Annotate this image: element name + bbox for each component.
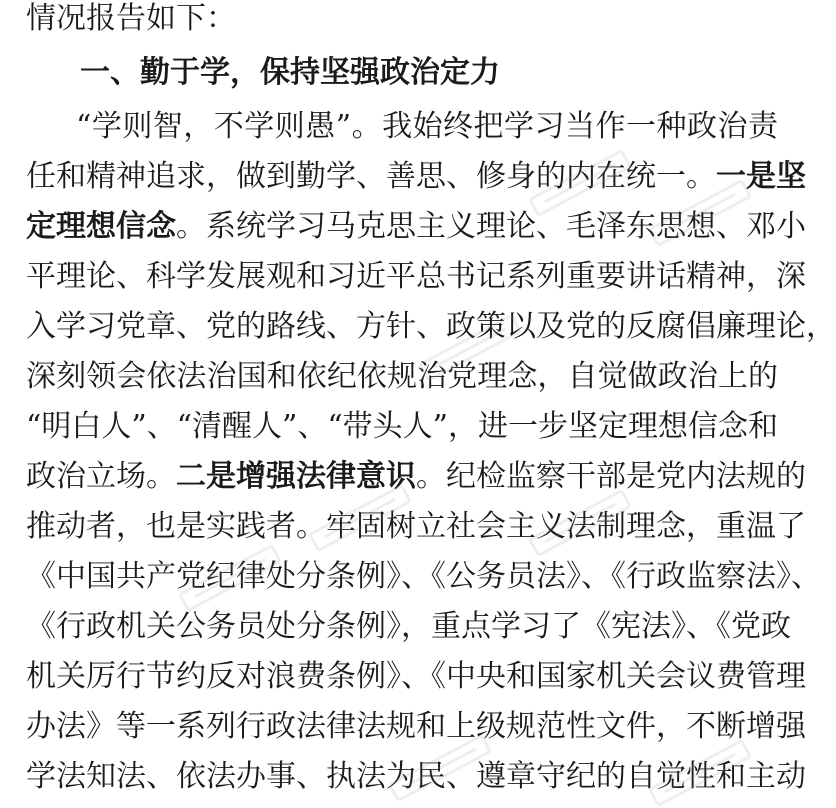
body-text: 《行政机关公务员处分条例》，重点学习了《宪法》、《党政 bbox=[26, 609, 791, 644]
body-text: 学法知法、依法办事、执法为民、遵章守纪的自觉性和主动 bbox=[26, 759, 806, 794]
paragraph-line bbox=[26, 352, 778, 402]
body-text: 任和精神追求，做到勤学、善思、修身的内在统一。 bbox=[26, 159, 716, 194]
paragraph-line bbox=[26, 702, 806, 752]
body-text: 平理论、科学发展观和习近平总书记系列重要讲话精神，深 bbox=[26, 259, 806, 294]
body-text: 深刻领会依法治国和依纪依规治党理念，自觉做政治上的 bbox=[26, 359, 778, 394]
body-text: 。系统学习马克思主义理论、毛泽东思想、邓小 bbox=[176, 209, 806, 244]
body-text: 政治立场。 bbox=[26, 459, 176, 494]
paragraph-line bbox=[26, 652, 806, 702]
bold-keyword: 定理想信念 bbox=[26, 209, 176, 244]
paragraph-line bbox=[26, 102, 778, 152]
paragraph-line bbox=[26, 202, 806, 252]
paragraph-line bbox=[26, 152, 806, 202]
paragraph-line bbox=[26, 252, 806, 302]
body-text: 入学习党章、党的路线、方针、政策以及党的反腐倡廉理论， bbox=[26, 309, 836, 344]
body-text: “学则智，不学则愚”。我始终把学习当作一种政治责 bbox=[76, 109, 778, 144]
section-heading: 一、勤于学，保持坚强政治定力 bbox=[80, 55, 500, 90]
paragraph-line bbox=[26, 752, 806, 802]
paragraph-line bbox=[26, 302, 836, 352]
body-text: 。纪检监察干部是党内法规的 bbox=[416, 459, 806, 494]
paragraph-line bbox=[26, 502, 806, 552]
paragraph-line bbox=[26, 552, 821, 602]
bold-keyword: 一是坚 bbox=[716, 159, 806, 194]
body-text: 《中国共产党纪律处分条例》、《公务员法》、《行政监察法》、 bbox=[26, 559, 821, 594]
body-text: 推动者，也是实践者。牢固树立社会主义法制理念，重温了 bbox=[26, 509, 806, 544]
body-text: 机关厉行节约反对浪费条例》、《中央和国家机关会议费管理 bbox=[26, 659, 806, 694]
paragraph-line bbox=[26, 602, 791, 652]
bold-keyword: 二是增强法律意识 bbox=[176, 459, 416, 494]
body-text: “明白人”、“清醒人”、“带头人”，进一步坚定理想信念和 bbox=[26, 409, 779, 444]
paragraph-line bbox=[26, 452, 806, 502]
body-text: 办法》等一系列行政法律法规和上级规范性文件，不断增强 bbox=[26, 709, 806, 744]
intro-line: 情况报告如下： bbox=[26, 1, 236, 36]
paragraph-line bbox=[26, 402, 778, 452]
